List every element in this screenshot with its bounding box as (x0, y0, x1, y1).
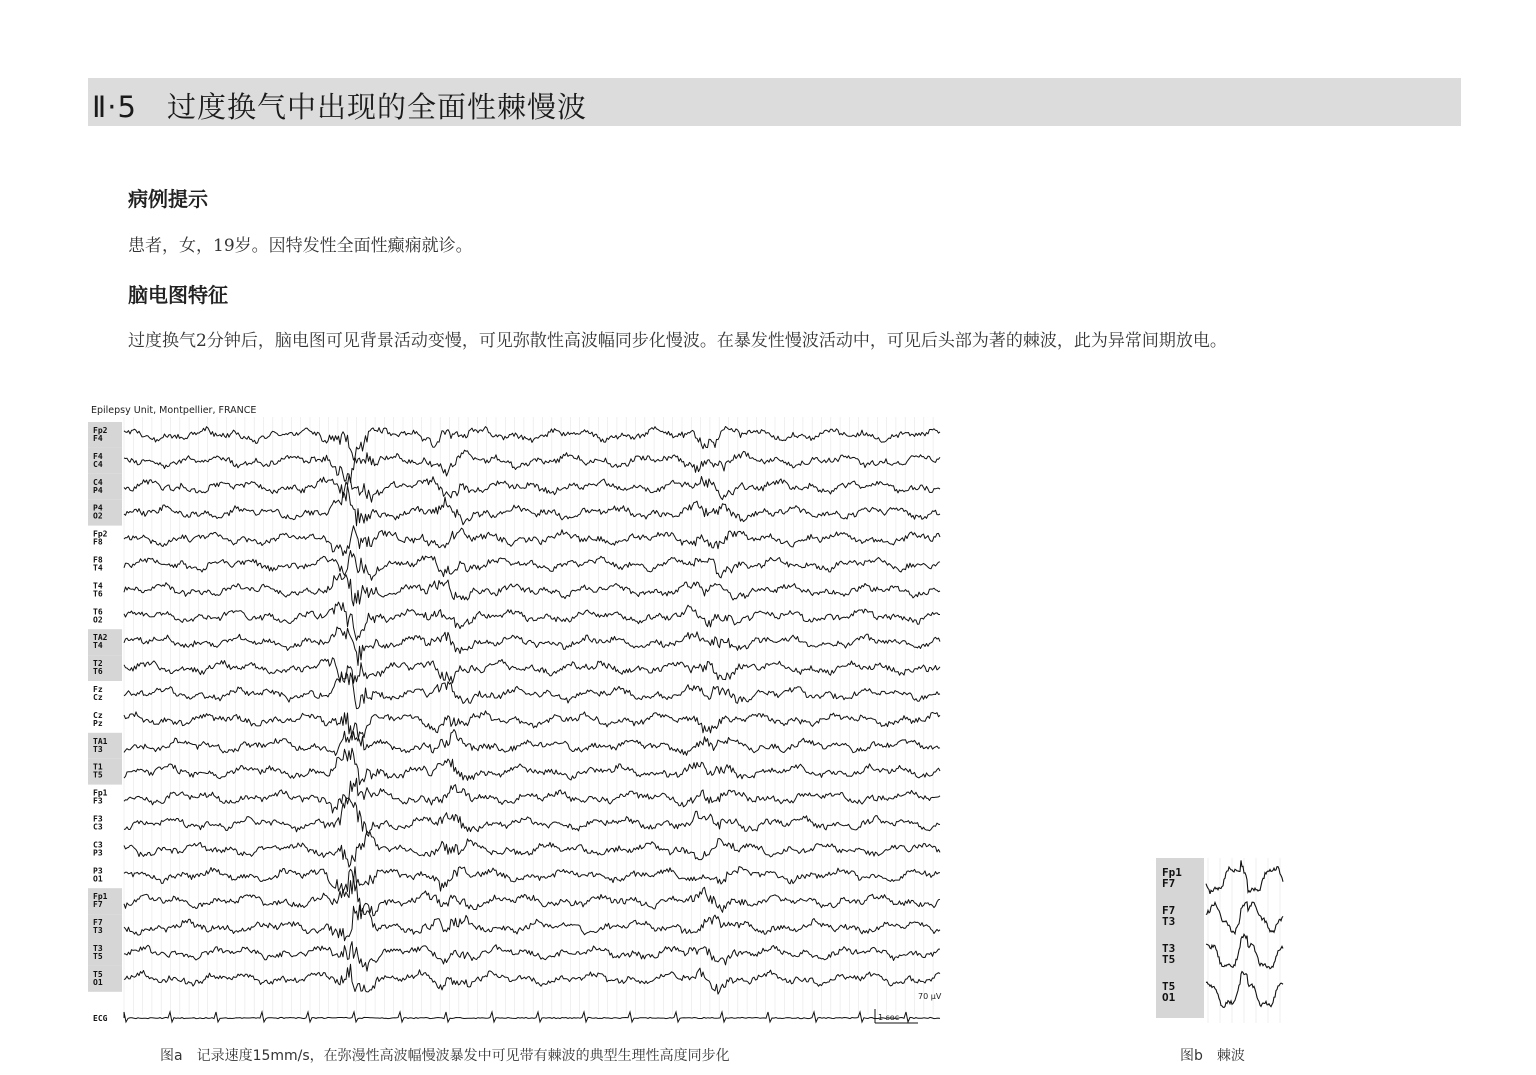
channel-label-top: Fz (93, 685, 103, 694)
channel-label-top: Cz (93, 710, 103, 720)
figure-a-caption: 图a 记录速度15mm/s，在弥漫性高波幅慢波暴发中可见带有棘波的典型生理性高度同步化 (160, 1048, 730, 1064)
eeg-trace (124, 672, 940, 709)
figure-a-eeg (88, 403, 944, 1028)
eeg-trace (124, 798, 940, 837)
eeg-trace (124, 427, 940, 461)
channel-label-top: T4 (93, 581, 103, 591)
channel-label-bottom: T3 (93, 926, 103, 936)
channel-label-bottom: F8 (93, 537, 103, 547)
figure-b-eeg (1156, 858, 1286, 1028)
figure-b-label-bottom: O1 (1162, 991, 1176, 1004)
channel-label-bottom: O1 (93, 977, 103, 987)
eeg-trace (124, 526, 940, 556)
channel-label-top: TA2 (93, 633, 108, 643)
figure-b-label-top: F7 (1162, 904, 1176, 917)
eeg-trace (124, 602, 940, 640)
channel-label-top: F3 (93, 814, 103, 824)
channel-label-bottom: C4 (93, 459, 103, 469)
figure-b-caption: 图b 棘波 (1180, 1048, 1245, 1064)
figure-b-trace (1206, 902, 1283, 934)
time-scale-label: 1 sec (878, 1013, 900, 1022)
case-heading: 病例提示 (128, 187, 208, 211)
channel-label-bottom: P4 (93, 485, 103, 495)
eeg-trace (124, 476, 940, 503)
channel-label-top: Fp1 (93, 892, 108, 902)
channel-label-bottom: C3 (93, 822, 103, 832)
eeg-trace (124, 551, 940, 581)
eeg-trace (124, 711, 940, 741)
channel-label-top: Fp1 (93, 788, 108, 798)
case-text: 患者，女，19岁。因特发性全面性癫痫就诊。 (128, 236, 473, 256)
eeg-trace (124, 867, 940, 892)
channel-label-top: TA1 (93, 736, 108, 746)
channel-label-top: T1 (93, 762, 103, 772)
eeg-trace (124, 905, 940, 941)
channel-label-bottom: T6 (93, 667, 103, 677)
eeg-trace (124, 658, 940, 684)
eeg-trace (124, 877, 940, 916)
channel-label-bottom: O2 (93, 511, 103, 521)
channel-label-top: F4 (93, 451, 103, 461)
figure-b-label-bottom: T3 (1162, 915, 1176, 928)
channel-label-bottom: T5 (93, 952, 103, 961)
channel-label-bottom: T6 (93, 589, 103, 599)
channel-label-top: C4 (93, 477, 103, 487)
channel-label-top: P4 (93, 503, 103, 513)
section-title-bar (88, 78, 1461, 126)
channel-label-bottom: F3 (93, 796, 103, 806)
channel-label-top: T6 (93, 607, 103, 617)
page-title: Ⅱ·5 过度换气中出现的全面性棘慢波 (92, 90, 587, 124)
channel-label-bottom: T4 (93, 563, 103, 573)
channel-label-top: T3 (93, 944, 103, 953)
channel-label-bottom: F4 (93, 434, 103, 443)
figure-b-trace (1206, 860, 1283, 894)
channel-label-top: F8 (93, 555, 103, 565)
channel-label-bottom: Cz (93, 693, 103, 702)
figure-b-trace (1206, 934, 1283, 968)
eeg-trace (124, 942, 940, 972)
figure-a-source: Epilepsy Unit, Montpellier, FRANCE (91, 405, 257, 416)
channel-label-bottom: T3 (93, 744, 103, 754)
channel-label-bottom: P3 (93, 848, 103, 858)
eeg-text: 过度换气2分钟后，脑电图可见背景活动变慢，可见弥散性高波幅同步化慢波。在暴发性慢波活动中，可见后头部为著的棘波，此为异常间期放电。 (128, 331, 1227, 351)
channel-label-bottom: F7 (93, 900, 103, 910)
figure-b-trace (1206, 972, 1283, 1008)
figure-b-label-top: T3 (1162, 942, 1176, 955)
figure-b-label-top: T5 (1162, 980, 1176, 993)
eeg-trace (124, 486, 940, 526)
eeg-heading: 脑电图特征 (128, 283, 228, 307)
channel-label-bottom: Pz (93, 718, 103, 728)
figure-b-label-bottom: T5 (1162, 953, 1176, 966)
eeg-trace (124, 964, 940, 994)
channel-label-bottom: O2 (93, 615, 103, 625)
channel-label-top: Fp2 (93, 426, 108, 435)
ecg-label: ECG (93, 1014, 108, 1023)
figure-b-label-top: Fp1 (1162, 866, 1182, 879)
channel-label-top: T2 (93, 659, 103, 669)
eeg-trace (124, 627, 940, 665)
eeg-trace (124, 831, 940, 867)
eeg-trace (124, 778, 940, 813)
eeg-trace (124, 573, 940, 606)
channel-label-bottom: O1 (93, 874, 103, 884)
eeg-trace (124, 450, 940, 482)
channel-label-bottom: T5 (93, 770, 103, 780)
amplitude-scale-label: 70 μV (918, 992, 942, 1001)
channel-label-top: Fp2 (93, 529, 108, 539)
channel-label-top: P3 (93, 866, 103, 876)
channel-label-top: T5 (93, 969, 103, 979)
channel-label-top: C3 (93, 840, 103, 850)
eeg-trace (124, 748, 940, 785)
channel-label-top: F7 (93, 918, 103, 928)
channel-label-bottom: T4 (93, 641, 103, 651)
figure-b-label-bottom: F7 (1162, 877, 1176, 890)
ecg-trace (124, 1012, 940, 1022)
eeg-trace (124, 723, 940, 756)
